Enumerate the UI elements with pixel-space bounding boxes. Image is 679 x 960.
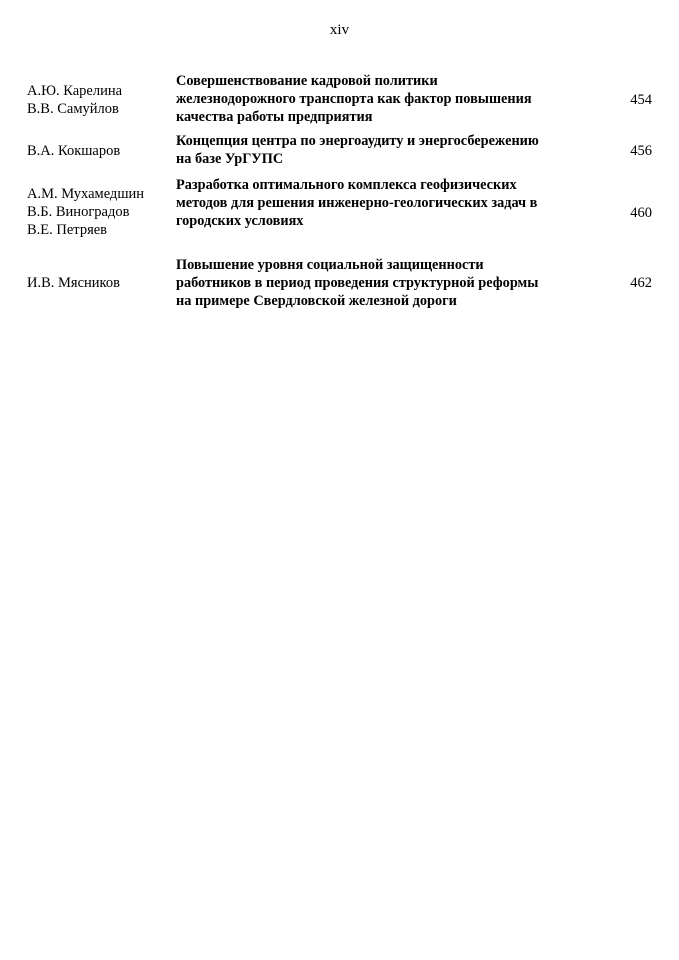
article-title [176,132,608,168]
title-line: работников в период проведения структурной реформы [176,275,539,291]
page-reference: 456 [630,143,652,159]
article-title [176,72,608,126]
title-line: городских условиях [176,213,304,229]
title-line: на примере Свердловской железной дороги [176,293,457,309]
authors [27,274,172,292]
author-name: В.Е. Петряев [27,222,108,238]
authors [27,142,172,160]
title-line: Повышение уровня социальной защищенности [176,257,484,273]
author-name: И.В. Мясников [27,275,120,291]
author-name: А.Ю. Карелина [27,83,123,99]
author-name: В.В. Самуйлов [27,101,119,117]
authors [27,82,172,118]
article-title [176,256,608,310]
page-reference: 454 [630,92,652,108]
authors [27,185,172,239]
author-name: В.А. Кокшаров [27,143,121,159]
page-reference: 462 [630,275,652,291]
title-line: на базе УрГУПС [176,151,284,167]
title-line: Концепция центра по энергоаудиту и энергосбережению [176,133,539,149]
title-line: Совершенствование кадровой политики [176,73,438,89]
author-name: А.М. Мухамедшин [27,186,144,202]
title-line: методов для решения инженерно-геологических задач в [176,195,538,211]
author-name: В.Б. Виноградов [27,204,130,220]
title-line: Разработка оптимального комплекса геофизических [176,177,517,193]
page-number: xiv [329,22,350,38]
title-line: качества работы предприятия [176,109,373,125]
page-reference: 460 [630,205,652,221]
title-line: железнодорожного транспорта как фактор повышения [176,91,532,107]
article-title [176,176,608,230]
